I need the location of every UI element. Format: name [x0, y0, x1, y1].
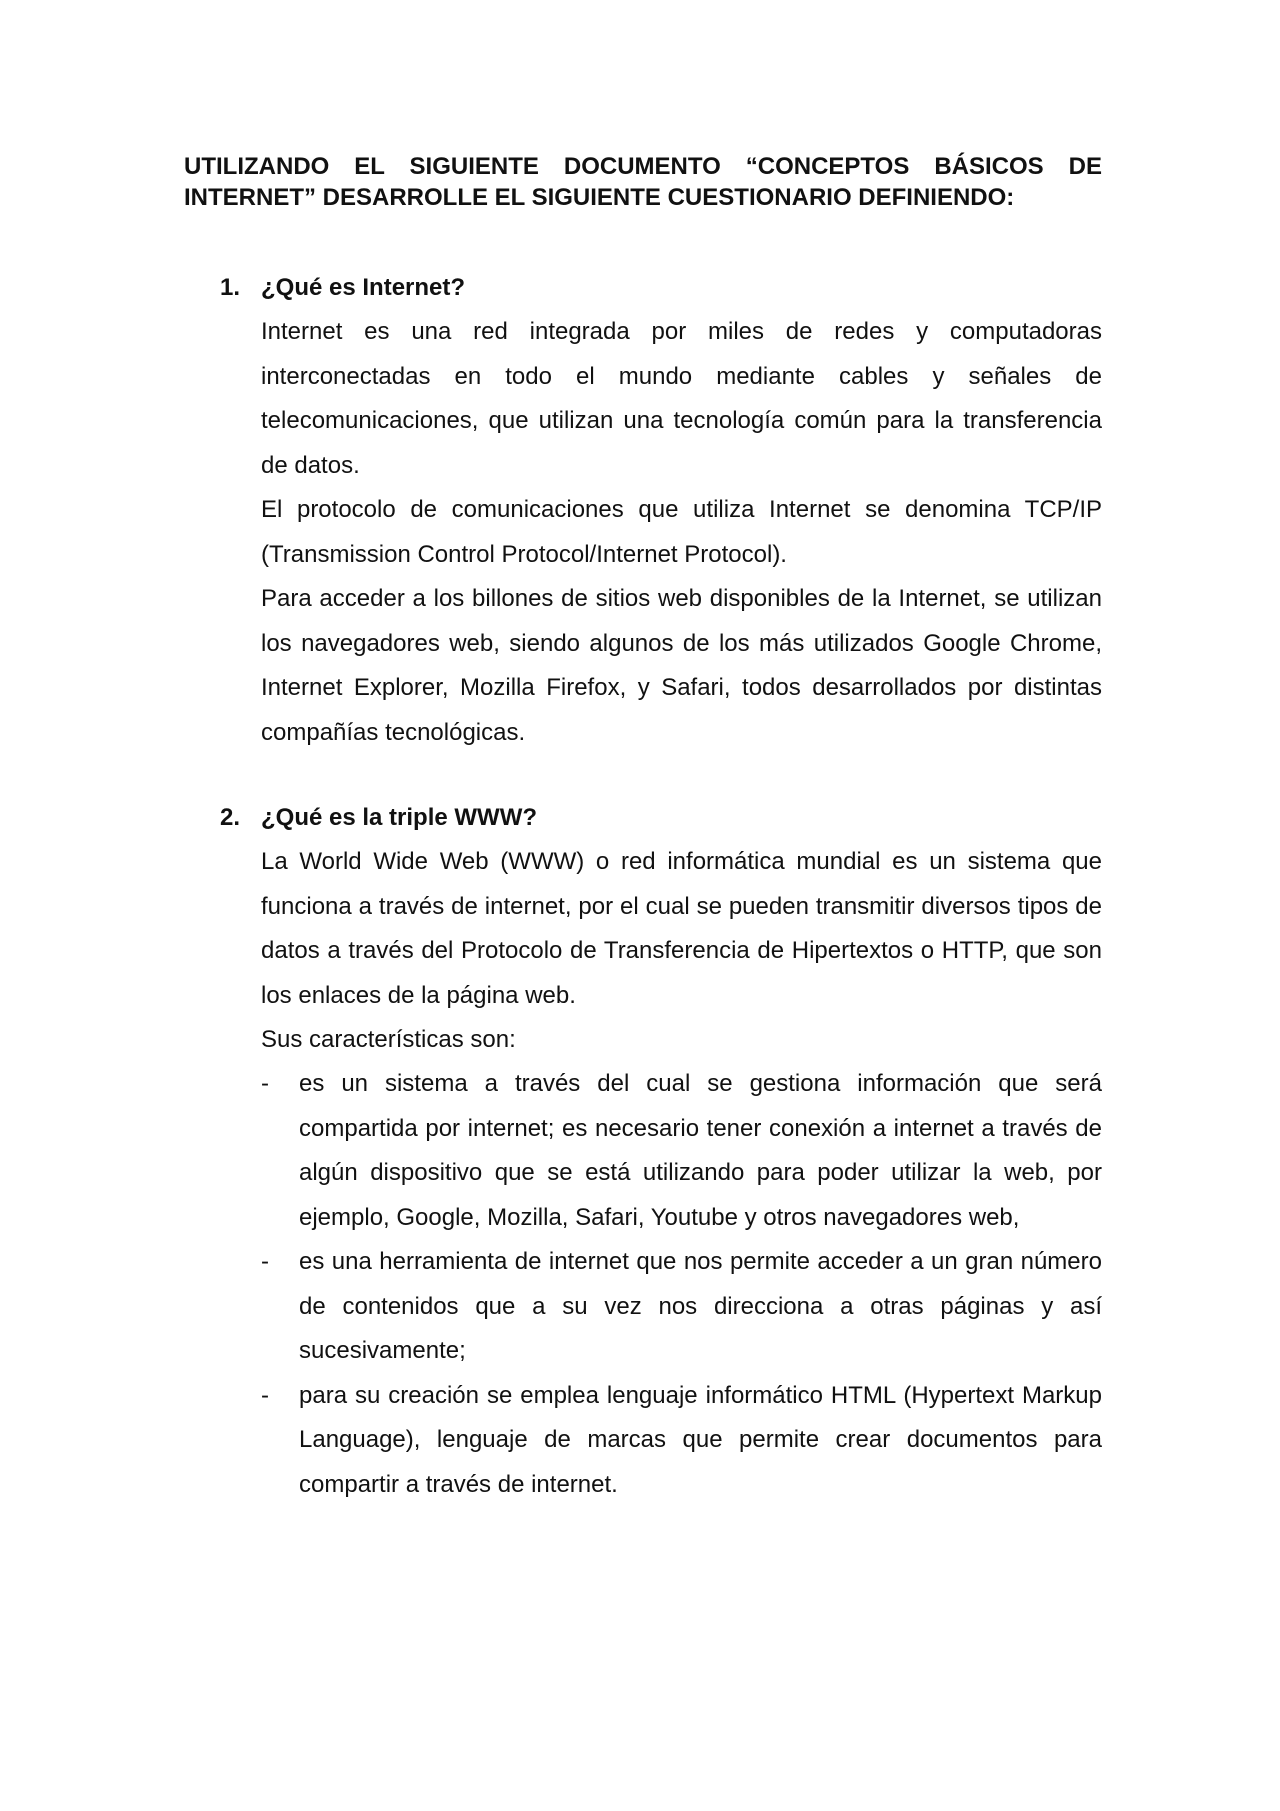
question-text: ¿Qué es Internet? [261, 274, 466, 301]
question-1-paragraph-2: El protocolo de comunicaciones que utiliza Internet se denomina TCP/IP (Transmission Control Protocol/Internet Protocol). [261, 496, 1102, 568]
question-number: 1. [220, 274, 241, 301]
list-bullet: - [261, 1070, 269, 1097]
question-1-paragraph-3: Para acceder a los billones de sitios web disponibles de la Internet, se utilizan los navegadores web, siendo algunos de los más utilizados Google Chrome, Internet Explorer, Mozilla Firefox, y Safari, todos desarrollados por distintas compañías tecnológicas. [261, 585, 1102, 746]
list-bullet: - [261, 1381, 269, 1409]
document-heading: UTILIZANDO EL SIGUIENTE DOCUMENTO “CONCEPTOS BÁSICOS DE INTERNET” DESARROLLE EL SIGUIENTE CUESTIONARIO DEFINIENDO: [184, 153, 1102, 211]
question-number: 2. [220, 804, 241, 831]
question-1-paragraph-1: Internet es una red integrada por miles de redes y computadoras interconectadas en todo el mundo mediante cables y señales de telecomunicaciones, que utilizan una tecnología común para la transferencia de datos. [261, 318, 1102, 479]
list-item-text: para su creación se emplea lenguaje informático HTML (Hypertext Markup Language), lenguaje de marcas que permite crear documentos para compartir a través de internet. [299, 1381, 1102, 1498]
question-2-paragraph-2: Sus características son: [261, 1026, 516, 1053]
characteristics-list [261, 1062, 1102, 1507]
question-text: ¿Qué es la triple WWW? [261, 804, 538, 831]
list-item [261, 1240, 1102, 1374]
question-1-title [220, 266, 1100, 310]
list-item [261, 1062, 1102, 1240]
list-item [261, 1374, 1102, 1508]
question-2-title [220, 796, 1100, 840]
list-item-text: es un sistema a través del cual se gestiona información que será compartida por internet; es necesario tener conexión a internet a través de algún dispositivo que se está utilizando para poder utilizar la web, por ejemplo, Google, Mozilla, Safari, Youtube y otros navegadores web, [299, 1070, 1102, 1231]
list-item-text: es una herramienta de internet que nos permite acceder a un gran número de contenidos que a su vez nos direcciona a otras páginas y así sucesivamente; [299, 1248, 1102, 1364]
list-bullet: - [261, 1248, 269, 1275]
question-2-paragraph-1: La World Wide Web (WWW) o red informática mundial es un sistema que funciona a través de internet, por el cual se pueden transmitir diversos tipos de datos a través del Protocolo de Transferencia de Hipertextos o HTTP, que son los enlaces de la página web. [261, 848, 1102, 1009]
